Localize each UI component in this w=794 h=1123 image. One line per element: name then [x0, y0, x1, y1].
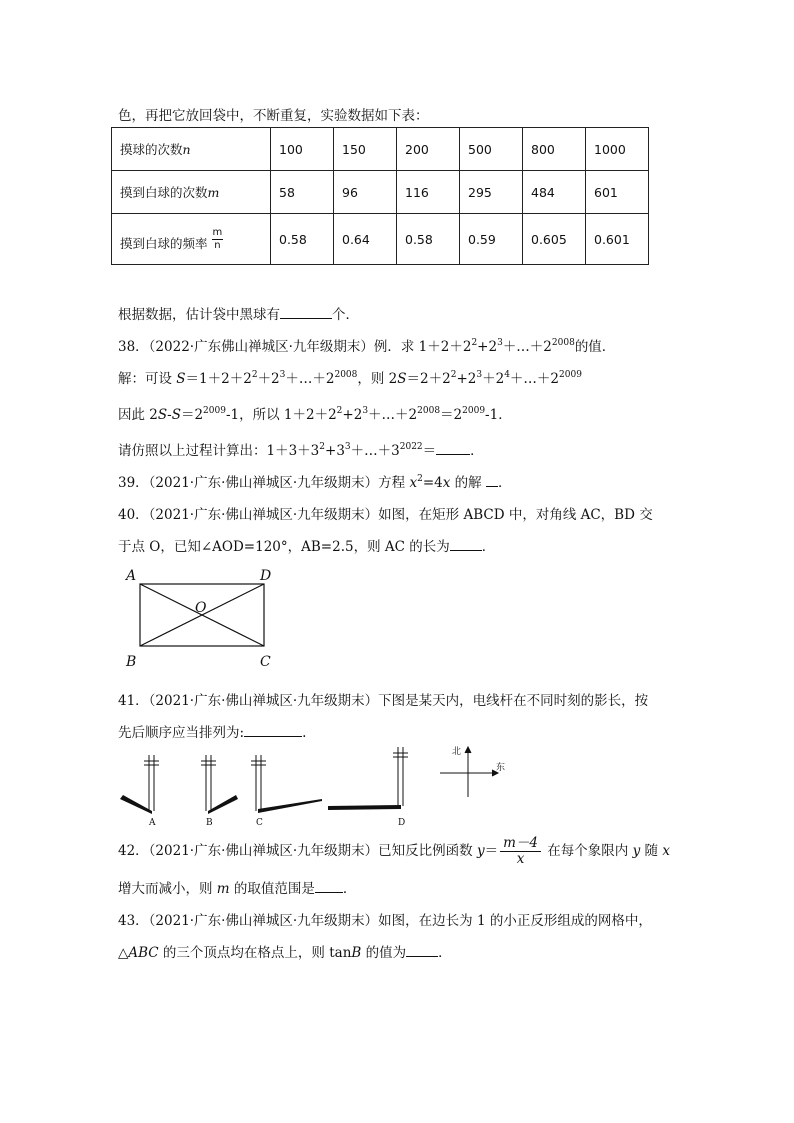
question-41-line1: 41．（2021·广东·佛山禅城区·九年级期末）下图是某天内，电线杆在不同时刻的影长，按 [118, 693, 649, 709]
table-cell: 58 [271, 171, 334, 214]
center-label-o: O [195, 600, 207, 616]
shadow-a [120, 795, 152, 814]
table-cell: 116 [397, 171, 460, 214]
vertex-label-b: B [126, 654, 137, 670]
shadow-c [258, 799, 322, 813]
answer-blank[interactable] [450, 538, 482, 551]
row-label: 摸到白球的频率 $\frac{m}{n}$ [112, 214, 271, 265]
pole-b [201, 755, 216, 811]
table-row [112, 214, 649, 265]
vertex-label-c: C [260, 654, 271, 670]
table-cell: 295 [460, 171, 523, 214]
table-cell: 0.605 [523, 214, 586, 265]
question-43-line2: △ABC 的三个顶点均在格点上，则 tanB 的值为 ． [118, 945, 452, 961]
shadow-d [328, 805, 401, 810]
estimate-question: 根据数据，估计袋中黑球有 个． [118, 307, 359, 323]
pole-a [144, 755, 159, 811]
table-cell: 0.58 [271, 214, 334, 265]
intro-text: 色，再把它放回袋中，不断重复，实验数据如下表： [118, 108, 429, 124]
rectangle-diagram [118, 560, 288, 672]
answer-blank[interactable] [406, 944, 438, 957]
row-label: 摸到白球的次数m [112, 171, 271, 214]
frequency-fraction: $\frac{m}{n}$ [212, 226, 223, 251]
vertex-label-d: D [260, 568, 272, 584]
table-cell: 100 [271, 128, 334, 171]
table-cell: 0.601 [586, 214, 649, 265]
vertex-label-a: A [126, 568, 137, 584]
pole-label-c: C [256, 818, 263, 827]
question-38-therefore: 因此 $2S-S=2^{2009}-1$，所以 $1+2+2^2+2^3+\dots+2^{2008}=2^{2009}-1$． [118, 406, 512, 423]
question-39: 39．（2021·广东·佛山禅城区·九年级期末）方程 $x^2=4x$ 的解 ． [118, 474, 512, 491]
shadow-b [208, 795, 238, 814]
answer-blank[interactable] [436, 442, 470, 455]
answer-blank[interactable] [280, 306, 332, 319]
table-cell: 0.59 [460, 214, 523, 265]
table-row [112, 171, 649, 214]
pole-label-d: D [398, 818, 406, 827]
table-cell: 601 [586, 171, 649, 214]
question-41-line2: 先后顺序应当排列为: . [118, 725, 307, 741]
experiment-table [111, 127, 649, 265]
table-cell: 484 [523, 171, 586, 214]
pole-label-a: A [149, 818, 156, 827]
row-label: 摸球的次数n [112, 128, 271, 171]
answer-blank[interactable] [486, 474, 498, 487]
question-43-line1: 43．（2021·广东·佛山禅城区·九年级期末）如图，在边长为 1 的小正反形组成的网格中， [118, 913, 652, 929]
east-label: 东 [496, 763, 506, 773]
answer-blank[interactable] [244, 724, 302, 737]
table-row [112, 128, 649, 171]
answer-blank[interactable] [315, 880, 343, 893]
table-cell: 0.64 [334, 214, 397, 265]
pole-c [251, 755, 266, 811]
table-cell: 150 [334, 128, 397, 171]
question-38: 38．（2022·广东佛山禅城区·九年级期末）例．求 $1+2+2^2+2^3+\dots+2^{2008}$的值． [118, 338, 616, 355]
question-38-solution: 解：可设 $S=1+2+2^2+2^3+\dots+2^{2008}$，则 $2S=2+2^2+2^3+2^4+\dots+2^{2009}$ [118, 370, 582, 387]
shadow-diagram [118, 743, 518, 827]
question-38-ask: 请仿照以上过程计算出：$1+3+3^2+3^3+\dots+3^{2022}=$ ． [118, 442, 484, 459]
table-cell: 1000 [586, 128, 649, 171]
pole-d [393, 747, 408, 806]
table-cell: 0.58 [397, 214, 460, 265]
function-fraction: $\frac{m-4}{x}$ [500, 836, 541, 867]
table-cell: 200 [397, 128, 460, 171]
question-42: 42．（2021·广东·佛山禅城区·九年级期末）已知反比例函数 y＝ $\frac{m-4}{x}$ 在每个象限内 y 随 x [118, 835, 670, 867]
north-label: 北 [452, 747, 462, 757]
table-cell: 96 [334, 171, 397, 214]
table-cell: 800 [523, 128, 586, 171]
question-40-line2: 于点 O，已知∠AOD=120°，AB=2.5，则 AC 的长为 ． [118, 539, 496, 555]
compass [440, 747, 498, 797]
question-42-line2: 增大而减小，则 m 的取值范围是 ． [118, 881, 357, 897]
question-40-line1: 40．（2021·广东·佛山禅城区·九年级期末）如图，在矩形 ABCD 中，对角线 AC，BD 交 [118, 507, 653, 523]
pole-label-b: B [206, 818, 213, 827]
table-cell: 500 [460, 128, 523, 171]
